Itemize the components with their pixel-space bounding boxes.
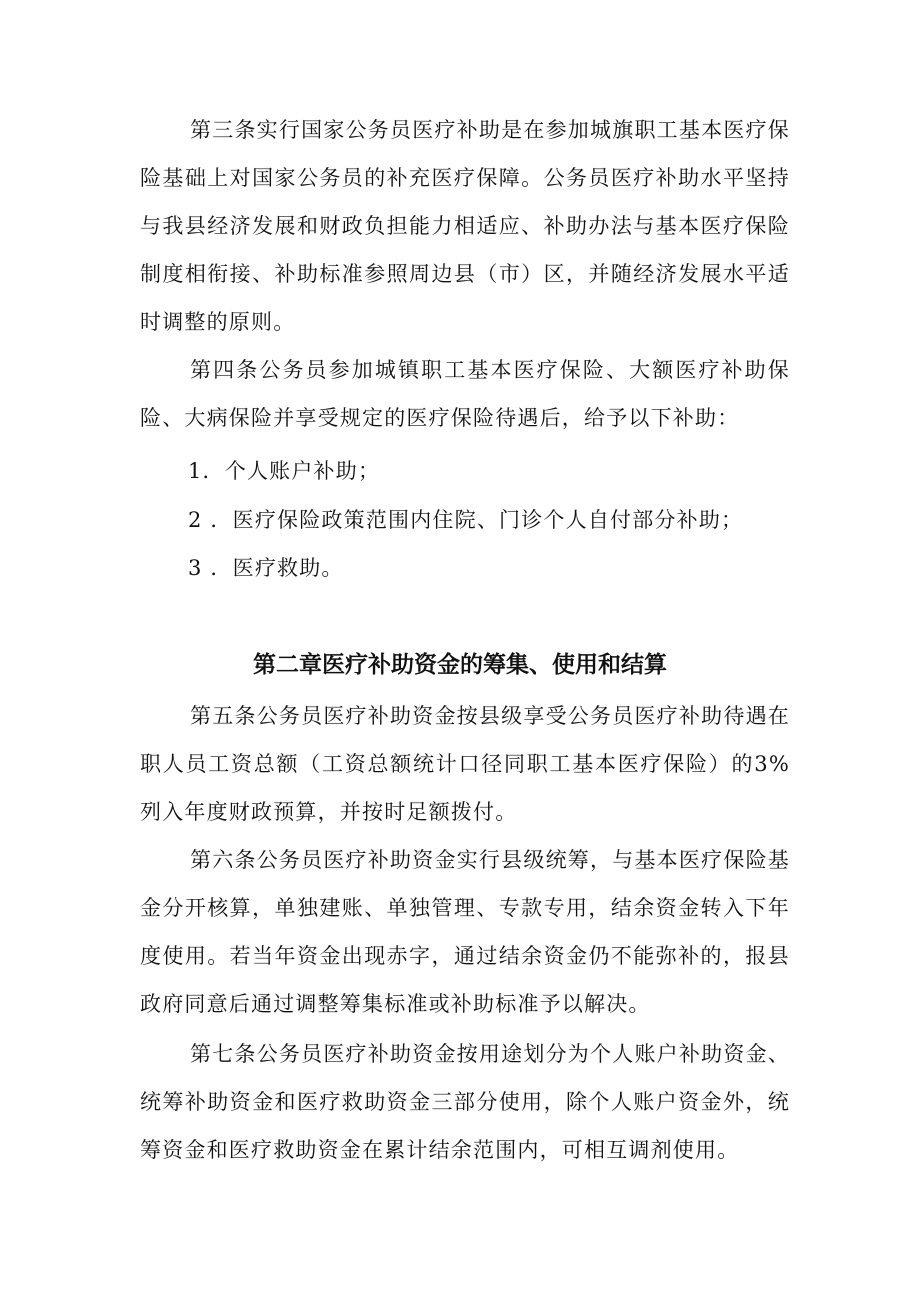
chapter-2-heading: 第二章医疗补助资金的筹集、使用和结算 [253,652,667,678]
list-item-3: 3 ．医疗救助。 [188,556,344,580]
article-7-paragraph: 第七条公务员医疗补助资金按用途划分为个人账户补助资金、统筹补助资金和医疗救助资金三部分使用，除个人账户资金外，统筹资金和医疗救助资金在累计结余范围内，可相互调剂使用。 [140,1042,790,1162]
article-3-paragraph: 第三条实行国家公务员医疗补助是在参加城旗职工基本医疗保险基础上对国家公务员的补充医疗保障。公务员医疗补助水平坚持与我县经济发展和财政负担能力相适应、补助办法与基本医疗保险制度相衔接、补助标准参照周边县（市）区，并随经济发展水平适时调整的原则。 [140,118,790,334]
list-item-1: 1．个人账户补助； [188,459,381,483]
article-6-paragraph: 第六条公务员医疗补助资金实行县级统筹，与基本医疗保险基金分开核算，单独建账、单独管理、专款专用，结余资金转入下年度使用。若当年资金出现赤字，通过结余资金仍不能弥补的，报县政府同意后通过调整筹集标准或补助标准予以解决。 [140,848,790,1016]
article-4-paragraph: 第四条公务员参加城镇职工基本医疗保险、大额医疗补助保险、大病保险并享受规定的医疗保险待遇后，给予以下补助： [140,358,790,430]
list-item-2: 2 ．医疗保险政策范围内住院、门诊个人自付部分补助； [188,508,744,532]
article-5-paragraph: 第五条公务员医疗补助资金按县级享受公务员医疗补助待遇在职人员工资总额（工资总额统计口径同职工基本医疗保险）的3%列入年度财政预算，并按时足额拨付。 [140,704,790,824]
